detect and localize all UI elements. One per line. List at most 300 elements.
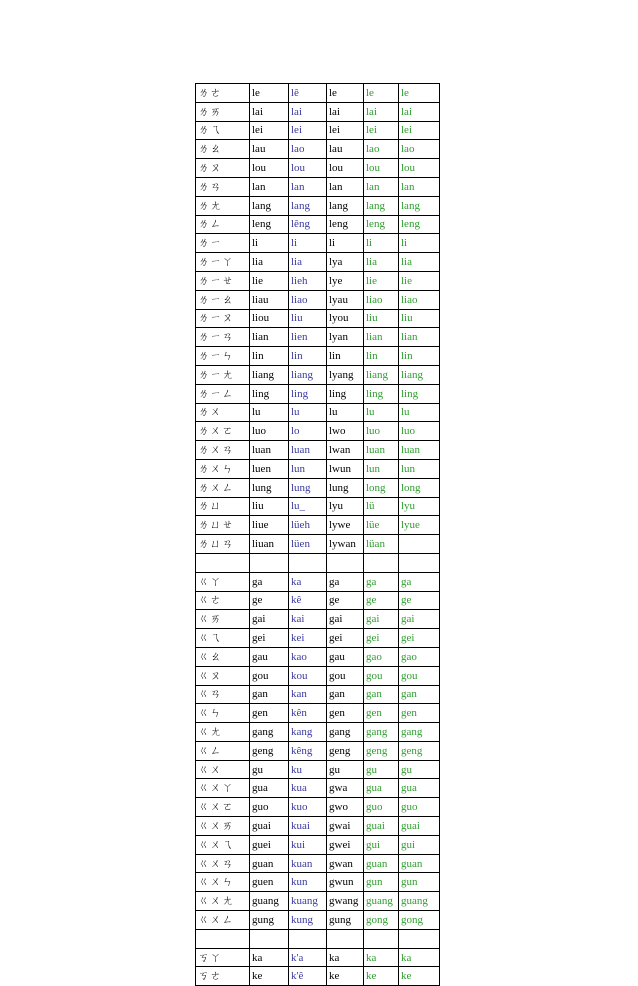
wade-giles-cell: kung bbox=[289, 911, 327, 930]
table-row bbox=[196, 760, 440, 779]
romanization-c-cell: lyu bbox=[327, 497, 364, 516]
romanization-c-cell: lai bbox=[327, 102, 364, 121]
table-row bbox=[196, 84, 440, 103]
tongyong-pinyin-cell: gen bbox=[399, 704, 440, 723]
romanization-c-cell: lyou bbox=[327, 309, 364, 328]
hanyu-pinyin-cell: lin bbox=[364, 347, 399, 366]
hanyu-pinyin-cell: ling bbox=[364, 384, 399, 403]
romanization-c-cell: gau bbox=[327, 647, 364, 666]
wade-giles-cell: kuo bbox=[289, 798, 327, 817]
tongyong-pinyin-cell: ga bbox=[399, 572, 440, 591]
zhuyin-cell: ㄍㄜ bbox=[196, 591, 250, 610]
wade-giles-cell: lieh bbox=[289, 271, 327, 290]
romanization-a-cell: liuan bbox=[250, 535, 289, 554]
romanization-a-cell: guang bbox=[250, 892, 289, 911]
hanyu-pinyin-cell: guan bbox=[364, 854, 399, 873]
wade-giles-cell: kou bbox=[289, 666, 327, 685]
hanyu-pinyin-cell: lü bbox=[364, 497, 399, 516]
tongyong-pinyin-cell: ge bbox=[399, 591, 440, 610]
zhuyin-cell: ㄍㄤ bbox=[196, 723, 250, 742]
romanization-c-cell: gwang bbox=[327, 892, 364, 911]
table-row bbox=[196, 817, 440, 836]
hanyu-pinyin-cell: guang bbox=[364, 892, 399, 911]
hanyu-pinyin-cell: gen bbox=[364, 704, 399, 723]
zhuyin-cell: ㄍㄠ bbox=[196, 647, 250, 666]
hanyu-pinyin-cell: lan bbox=[364, 177, 399, 196]
tongyong-pinyin-cell: lun bbox=[399, 459, 440, 478]
table-row bbox=[196, 290, 440, 309]
wade-giles-cell: lüeh bbox=[289, 516, 327, 535]
hanyu-pinyin-cell: gui bbox=[364, 835, 399, 854]
tongyong-pinyin-cell: luo bbox=[399, 422, 440, 441]
table-row bbox=[196, 535, 440, 554]
zhuyin-cell: ㄎㄜ bbox=[196, 967, 250, 986]
table-row bbox=[196, 215, 440, 234]
hanyu-pinyin-cell: gu bbox=[364, 760, 399, 779]
table-row bbox=[196, 140, 440, 159]
tongyong-pinyin-cell bbox=[399, 553, 440, 572]
romanization-c-cell: gwun bbox=[327, 873, 364, 892]
table-row bbox=[196, 929, 440, 948]
romanization-c-cell: ling bbox=[327, 384, 364, 403]
hanyu-pinyin-cell: lüan bbox=[364, 535, 399, 554]
wade-giles-cell: k'ê bbox=[289, 967, 327, 986]
wade-giles-cell: lu bbox=[289, 403, 327, 422]
romanization-a-cell: liang bbox=[250, 365, 289, 384]
romanization-c-cell: lwan bbox=[327, 441, 364, 460]
zhuyin-cell: ㄍㄨㄟ bbox=[196, 835, 250, 854]
romanization-table bbox=[195, 83, 440, 986]
romanization-a-cell bbox=[250, 929, 289, 948]
romanization-c-cell: lwun bbox=[327, 459, 364, 478]
table-row bbox=[196, 967, 440, 986]
wade-giles-cell: liu bbox=[289, 309, 327, 328]
table-row bbox=[196, 516, 440, 535]
romanization-a-cell: luo bbox=[250, 422, 289, 441]
romanization-c-cell: le bbox=[327, 84, 364, 103]
hanyu-pinyin-cell: guo bbox=[364, 798, 399, 817]
table-row bbox=[196, 666, 440, 685]
tongyong-pinyin-cell: gan bbox=[399, 685, 440, 704]
zhuyin-cell: ㄌㄧㄚ bbox=[196, 253, 250, 272]
hanyu-pinyin-cell: lun bbox=[364, 459, 399, 478]
tongyong-pinyin-cell: lian bbox=[399, 328, 440, 347]
wade-giles-cell: luan bbox=[289, 441, 327, 460]
table-row bbox=[196, 629, 440, 648]
tongyong-pinyin-cell: lei bbox=[399, 121, 440, 140]
table-row bbox=[196, 892, 440, 911]
wade-giles-cell: kên bbox=[289, 704, 327, 723]
romanization-a-cell: li bbox=[250, 234, 289, 253]
romanization-c-cell: lou bbox=[327, 159, 364, 178]
zhuyin-cell: ㄍㄨㄥ bbox=[196, 911, 250, 930]
hanyu-pinyin-cell: lai bbox=[364, 102, 399, 121]
tongyong-pinyin-cell: guang bbox=[399, 892, 440, 911]
tongyong-pinyin-cell: lai bbox=[399, 102, 440, 121]
tongyong-pinyin-cell: gao bbox=[399, 647, 440, 666]
wade-giles-cell: lang bbox=[289, 196, 327, 215]
romanization-a-cell: ling bbox=[250, 384, 289, 403]
zhuyin-cell: ㄌㄨㄛ bbox=[196, 422, 250, 441]
zhuyin-cell: ㄌㄧㄝ bbox=[196, 271, 250, 290]
hanyu-pinyin-cell bbox=[364, 929, 399, 948]
tongyong-pinyin-cell: gei bbox=[399, 629, 440, 648]
tongyong-pinyin-cell: lia bbox=[399, 253, 440, 272]
wade-giles-cell: lun bbox=[289, 459, 327, 478]
table-row bbox=[196, 553, 440, 572]
hanyu-pinyin-cell: ke bbox=[364, 967, 399, 986]
hanyu-pinyin-cell: lian bbox=[364, 328, 399, 347]
table-row bbox=[196, 271, 440, 290]
hanyu-pinyin-cell: geng bbox=[364, 741, 399, 760]
romanization-c-cell: geng bbox=[327, 741, 364, 760]
zhuyin-cell: ㄍㄨㄣ bbox=[196, 873, 250, 892]
wade-giles-cell: lan bbox=[289, 177, 327, 196]
hanyu-pinyin-cell: luan bbox=[364, 441, 399, 460]
wade-giles-cell: lin bbox=[289, 347, 327, 366]
wade-giles-cell: lei bbox=[289, 121, 327, 140]
hanyu-pinyin-cell: gua bbox=[364, 779, 399, 798]
romanization-c-cell: li bbox=[327, 234, 364, 253]
romanization-c-cell: lang bbox=[327, 196, 364, 215]
table-row bbox=[196, 384, 440, 403]
romanization-a-cell: guai bbox=[250, 817, 289, 836]
hanyu-pinyin-cell: lao bbox=[364, 140, 399, 159]
wade-giles-cell: kuai bbox=[289, 817, 327, 836]
tongyong-pinyin-cell: leng bbox=[399, 215, 440, 234]
romanization-a-cell: gua bbox=[250, 779, 289, 798]
romanization-c-cell: leng bbox=[327, 215, 364, 234]
zhuyin-cell: ㄌㄟ bbox=[196, 121, 250, 140]
table-row bbox=[196, 647, 440, 666]
wade-giles-cell: k'a bbox=[289, 948, 327, 967]
tongyong-pinyin-cell: le bbox=[399, 84, 440, 103]
romanization-a-cell: gei bbox=[250, 629, 289, 648]
table-row bbox=[196, 459, 440, 478]
zhuyin-cell: ㄌㄧㄥ bbox=[196, 384, 250, 403]
romanization-a-cell: guei bbox=[250, 835, 289, 854]
wade-giles-cell: lung bbox=[289, 478, 327, 497]
wade-giles-cell: lê bbox=[289, 84, 327, 103]
zhuyin-cell: ㄌㄡ bbox=[196, 159, 250, 178]
tongyong-pinyin-cell: lu bbox=[399, 403, 440, 422]
tongyong-pinyin-cell: lao bbox=[399, 140, 440, 159]
hanyu-pinyin-cell: guai bbox=[364, 817, 399, 836]
romanization-c-cell: gai bbox=[327, 610, 364, 629]
hanyu-pinyin-cell: gang bbox=[364, 723, 399, 742]
tongyong-pinyin-cell: geng bbox=[399, 741, 440, 760]
romanization-c-cell: lyau bbox=[327, 290, 364, 309]
romanization-a-cell: geng bbox=[250, 741, 289, 760]
wade-giles-cell: lo bbox=[289, 422, 327, 441]
wade-giles-cell: kê bbox=[289, 591, 327, 610]
romanization-c-cell: gwa bbox=[327, 779, 364, 798]
wade-giles-cell: ka bbox=[289, 572, 327, 591]
hanyu-pinyin-cell: gun bbox=[364, 873, 399, 892]
romanization-a-cell: guan bbox=[250, 854, 289, 873]
romanization-c-cell: lyan bbox=[327, 328, 364, 347]
zhuyin-cell: ㄌㄩㄢ bbox=[196, 535, 250, 554]
hanyu-pinyin-cell: gei bbox=[364, 629, 399, 648]
romanization-a-cell: ga bbox=[250, 572, 289, 591]
romanization-c-cell: ge bbox=[327, 591, 364, 610]
romanization-a-cell: guen bbox=[250, 873, 289, 892]
romanization-c-cell: lywe bbox=[327, 516, 364, 535]
romanization-c-cell bbox=[327, 929, 364, 948]
romanization-a-cell: lin bbox=[250, 347, 289, 366]
romanization-c-cell: gei bbox=[327, 629, 364, 648]
zhuyin-cell: ㄌㄢ bbox=[196, 177, 250, 196]
table-row bbox=[196, 741, 440, 760]
zhuyin-cell: ㄌㄞ bbox=[196, 102, 250, 121]
romanization-c-cell: lyang bbox=[327, 365, 364, 384]
tongyong-pinyin-cell bbox=[399, 929, 440, 948]
romanization-a-cell: liue bbox=[250, 516, 289, 535]
zhuyin-cell: ㄍㄨㄚ bbox=[196, 779, 250, 798]
romanization-c-cell: gen bbox=[327, 704, 364, 723]
tongyong-pinyin-cell: ka bbox=[399, 948, 440, 967]
romanization-c-cell: lwo bbox=[327, 422, 364, 441]
table-row bbox=[196, 854, 440, 873]
wade-giles-cell bbox=[289, 929, 327, 948]
tongyong-pinyin-cell: luan bbox=[399, 441, 440, 460]
wade-giles-cell: kua bbox=[289, 779, 327, 798]
zhuyin-cell: ㄍㄣ bbox=[196, 704, 250, 723]
table-row bbox=[196, 328, 440, 347]
tongyong-pinyin-cell: liao bbox=[399, 290, 440, 309]
hanyu-pinyin-cell: leng bbox=[364, 215, 399, 234]
wade-giles-cell: kang bbox=[289, 723, 327, 742]
zhuyin-cell: ㄍㄨㄞ bbox=[196, 817, 250, 836]
tongyong-pinyin-cell bbox=[399, 535, 440, 554]
zhuyin-cell: ㄍㄟ bbox=[196, 629, 250, 648]
tongyong-pinyin-cell: gou bbox=[399, 666, 440, 685]
table-row bbox=[196, 347, 440, 366]
zhuyin-cell: ㄌㄥ bbox=[196, 215, 250, 234]
table-row bbox=[196, 196, 440, 215]
wade-giles-cell: ku bbox=[289, 760, 327, 779]
romanization-a-cell: le bbox=[250, 84, 289, 103]
zhuyin-cell: ㄌㄧ bbox=[196, 234, 250, 253]
romanization-table-body bbox=[196, 84, 440, 986]
zhuyin-cell: ㄌㄠ bbox=[196, 140, 250, 159]
romanization-c-cell: gang bbox=[327, 723, 364, 742]
table-row bbox=[196, 873, 440, 892]
romanization-c-cell: ka bbox=[327, 948, 364, 967]
hanyu-pinyin-cell: lüe bbox=[364, 516, 399, 535]
romanization-c-cell: gou bbox=[327, 666, 364, 685]
hanyu-pinyin-cell: luo bbox=[364, 422, 399, 441]
zhuyin-cell: ㄍㄞ bbox=[196, 610, 250, 629]
table-row bbox=[196, 102, 440, 121]
hanyu-pinyin-cell: gan bbox=[364, 685, 399, 704]
table-row bbox=[196, 478, 440, 497]
wade-giles-cell: kei bbox=[289, 629, 327, 648]
tongyong-pinyin-cell: gong bbox=[399, 911, 440, 930]
table-row bbox=[196, 121, 440, 140]
tongyong-pinyin-cell: li bbox=[399, 234, 440, 253]
table-row bbox=[196, 159, 440, 178]
romanization-a-cell: lang bbox=[250, 196, 289, 215]
tongyong-pinyin-cell: lan bbox=[399, 177, 440, 196]
romanization-a-cell: gai bbox=[250, 610, 289, 629]
tongyong-pinyin-cell: lang bbox=[399, 196, 440, 215]
wade-giles-cell: li bbox=[289, 234, 327, 253]
tongyong-pinyin-cell: gui bbox=[399, 835, 440, 854]
romanization-c-cell: lin bbox=[327, 347, 364, 366]
hanyu-pinyin-cell: lang bbox=[364, 196, 399, 215]
table-row bbox=[196, 572, 440, 591]
wade-giles-cell: kai bbox=[289, 610, 327, 629]
hanyu-pinyin-cell: ga bbox=[364, 572, 399, 591]
hanyu-pinyin-cell: le bbox=[364, 84, 399, 103]
tongyong-pinyin-cell: gai bbox=[399, 610, 440, 629]
hanyu-pinyin-cell: liang bbox=[364, 365, 399, 384]
romanization-a-cell: ka bbox=[250, 948, 289, 967]
zhuyin-cell: ㄍㄚ bbox=[196, 572, 250, 591]
tongyong-pinyin-cell: lyu bbox=[399, 497, 440, 516]
wade-giles-cell: lien bbox=[289, 328, 327, 347]
wade-giles-cell: kuan bbox=[289, 854, 327, 873]
wade-giles-cell: kui bbox=[289, 835, 327, 854]
table-row bbox=[196, 422, 440, 441]
romanization-c-cell: gwo bbox=[327, 798, 364, 817]
romanization-a-cell: lia bbox=[250, 253, 289, 272]
romanization-c-cell: gu bbox=[327, 760, 364, 779]
hanyu-pinyin-cell: ge bbox=[364, 591, 399, 610]
tongyong-pinyin-cell: liu bbox=[399, 309, 440, 328]
zhuyin-cell: ㄌㄩㄝ bbox=[196, 516, 250, 535]
romanization-c-cell: gwei bbox=[327, 835, 364, 854]
romanization-a-cell: luan bbox=[250, 441, 289, 460]
wade-giles-cell: lou bbox=[289, 159, 327, 178]
zhuyin-cell: ㄍㄡ bbox=[196, 666, 250, 685]
table-row bbox=[196, 835, 440, 854]
table-row bbox=[196, 779, 440, 798]
romanization-a-cell: liau bbox=[250, 290, 289, 309]
romanization-a-cell: gang bbox=[250, 723, 289, 742]
tongyong-pinyin-cell: lyue bbox=[399, 516, 440, 535]
wade-giles-cell: ling bbox=[289, 384, 327, 403]
zhuyin-cell: ㄌㄨㄣ bbox=[196, 459, 250, 478]
table-row bbox=[196, 253, 440, 272]
zhuyin-cell bbox=[196, 929, 250, 948]
zhuyin-cell: ㄌㄧㄠ bbox=[196, 290, 250, 309]
tongyong-pinyin-cell: guai bbox=[399, 817, 440, 836]
zhuyin-cell: ㄌㄨ bbox=[196, 403, 250, 422]
wade-giles-cell: liao bbox=[289, 290, 327, 309]
zhuyin-cell: ㄌㄨㄢ bbox=[196, 441, 250, 460]
hanyu-pinyin-cell: lou bbox=[364, 159, 399, 178]
romanization-c-cell: gan bbox=[327, 685, 364, 704]
hanyu-pinyin-cell: ka bbox=[364, 948, 399, 967]
table-row bbox=[196, 365, 440, 384]
romanization-c-cell: ke bbox=[327, 967, 364, 986]
zhuyin-cell: ㄌㄧㄡ bbox=[196, 309, 250, 328]
zhuyin-cell: ㄎㄚ bbox=[196, 948, 250, 967]
romanization-c-cell bbox=[327, 553, 364, 572]
table-row bbox=[196, 948, 440, 967]
romanization-a-cell: lou bbox=[250, 159, 289, 178]
table-row bbox=[196, 591, 440, 610]
wade-giles-cell: lêng bbox=[289, 215, 327, 234]
tongyong-pinyin-cell: gang bbox=[399, 723, 440, 742]
zhuyin-cell: ㄍㄨㄛ bbox=[196, 798, 250, 817]
romanization-a-cell: lian bbox=[250, 328, 289, 347]
romanization-c-cell: lau bbox=[327, 140, 364, 159]
hanyu-pinyin-cell: gai bbox=[364, 610, 399, 629]
hanyu-pinyin-cell: liao bbox=[364, 290, 399, 309]
table-row bbox=[196, 403, 440, 422]
hanyu-pinyin-cell: lie bbox=[364, 271, 399, 290]
romanization-a-cell: liou bbox=[250, 309, 289, 328]
romanization-a-cell bbox=[250, 553, 289, 572]
hanyu-pinyin-cell bbox=[364, 553, 399, 572]
romanization-a-cell: lung bbox=[250, 478, 289, 497]
wade-giles-cell: lai bbox=[289, 102, 327, 121]
romanization-a-cell: lei bbox=[250, 121, 289, 140]
tongyong-pinyin-cell: gu bbox=[399, 760, 440, 779]
tongyong-pinyin-cell: ke bbox=[399, 967, 440, 986]
romanization-a-cell: liu bbox=[250, 497, 289, 516]
hanyu-pinyin-cell: long bbox=[364, 478, 399, 497]
wade-giles-cell: lia bbox=[289, 253, 327, 272]
table-row bbox=[196, 704, 440, 723]
zhuyin-cell: ㄌㄧㄣ bbox=[196, 347, 250, 366]
table-row bbox=[196, 441, 440, 460]
romanization-a-cell: guo bbox=[250, 798, 289, 817]
table-row bbox=[196, 798, 440, 817]
romanization-a-cell: lai bbox=[250, 102, 289, 121]
wade-giles-cell: kun bbox=[289, 873, 327, 892]
tongyong-pinyin-cell: guan bbox=[399, 854, 440, 873]
wade-giles-cell: kêng bbox=[289, 741, 327, 760]
romanization-a-cell: gou bbox=[250, 666, 289, 685]
wade-giles-cell: lüen bbox=[289, 535, 327, 554]
romanization-c-cell: lu bbox=[327, 403, 364, 422]
zhuyin-cell: ㄍㄥ bbox=[196, 741, 250, 760]
romanization-c-cell: gwai bbox=[327, 817, 364, 836]
tongyong-pinyin-cell: gua bbox=[399, 779, 440, 798]
zhuyin-cell: ㄌㄩ bbox=[196, 497, 250, 516]
table-row bbox=[196, 177, 440, 196]
romanization-c-cell: lya bbox=[327, 253, 364, 272]
hanyu-pinyin-cell: lu bbox=[364, 403, 399, 422]
tongyong-pinyin-cell: gun bbox=[399, 873, 440, 892]
romanization-a-cell: gu bbox=[250, 760, 289, 779]
zhuyin-cell: ㄌㄤ bbox=[196, 196, 250, 215]
table-row bbox=[196, 309, 440, 328]
table-row bbox=[196, 497, 440, 516]
wade-giles-cell: lao bbox=[289, 140, 327, 159]
romanization-a-cell: lau bbox=[250, 140, 289, 159]
zhuyin-cell: ㄌㄜ bbox=[196, 84, 250, 103]
romanization-a-cell: gan bbox=[250, 685, 289, 704]
zhuyin-cell: ㄍㄨㄢ bbox=[196, 854, 250, 873]
romanization-c-cell: ga bbox=[327, 572, 364, 591]
table-row bbox=[196, 234, 440, 253]
romanization-a-cell: gen bbox=[250, 704, 289, 723]
romanization-c-cell: lung bbox=[327, 478, 364, 497]
romanization-c-cell: lywan bbox=[327, 535, 364, 554]
table-row bbox=[196, 685, 440, 704]
tongyong-pinyin-cell: ling bbox=[399, 384, 440, 403]
wade-giles-cell: kan bbox=[289, 685, 327, 704]
tongyong-pinyin-cell: lou bbox=[399, 159, 440, 178]
romanization-a-cell: ke bbox=[250, 967, 289, 986]
hanyu-pinyin-cell: gou bbox=[364, 666, 399, 685]
romanization-a-cell: lan bbox=[250, 177, 289, 196]
